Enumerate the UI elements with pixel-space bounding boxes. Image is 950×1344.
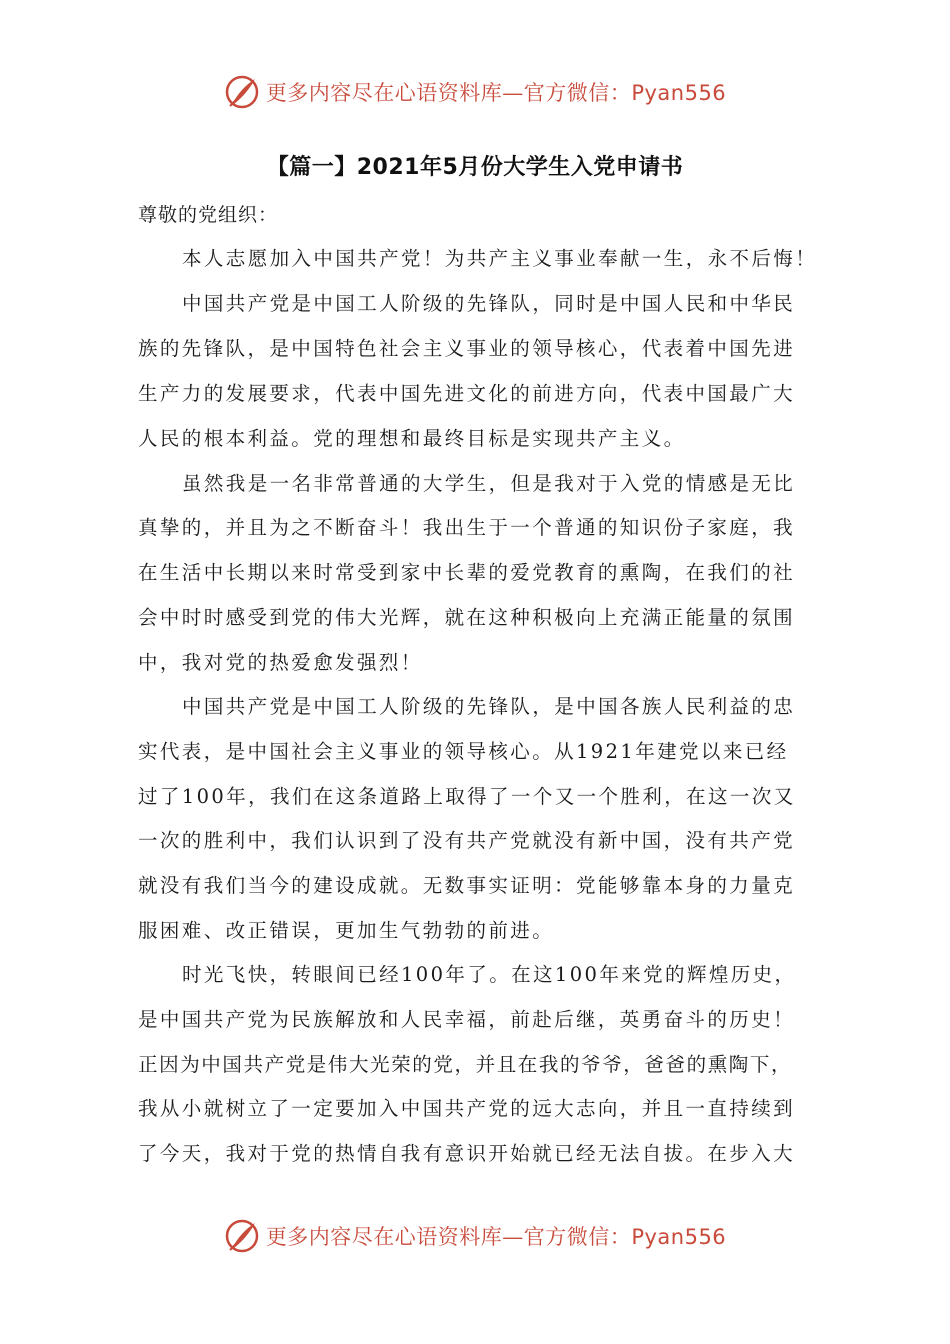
body-line: 生产力的发展要求，代表中国先进文化的前进方向，代表中国最广大 xyxy=(138,382,796,405)
wechat-id: Pyan556 xyxy=(631,81,727,105)
header-banner xyxy=(0,70,950,114)
body-line: 中，我对党的热爱愈发强烈！ xyxy=(138,651,423,674)
banner-slogan: 更多内容尽在心语资料库—官方微信： xyxy=(265,81,632,105)
banner-slogan: 更多内容尽在心语资料库—官方微信： xyxy=(265,1225,632,1249)
body-line: 我从小就树立了一定要加入中国共产党的远大志向，并且一直持续到 xyxy=(138,1097,796,1120)
banner-text xyxy=(266,77,726,107)
body-line: 真挚的，并且为之不断奋斗！我出生于一个普通的知识份子家庭，我 xyxy=(138,516,796,539)
body-line: 会中时时感受到党的伟大光辉，就在这种积极向上充满正能量的氛围 xyxy=(138,606,796,629)
body-line: 在生活中长期以来时常受到家中长辈的爱党教育的熏陶，在我们的社 xyxy=(138,561,796,584)
quill-logo-icon xyxy=(224,1218,260,1254)
footer-banner xyxy=(0,1214,950,1258)
body-line: 实代表，是中国社会主义事业的领导核心。从1921年建党以来已经 xyxy=(138,740,789,763)
wechat-id: Pyan556 xyxy=(631,1225,727,1249)
body-line: 服困难、改正错误，更加生气勃勃的前进。 xyxy=(138,919,555,942)
body-line: 一次的胜利中，我们认识到了没有共产党就没有新中国，没有共产党 xyxy=(138,829,796,852)
body-line: 族的先锋队，是中国特色社会主义事业的领导核心，代表着中国先进 xyxy=(138,337,796,360)
body-line: 过了100年，我们在这条道路上取得了一个又一个胜利，在这一次又 xyxy=(138,785,796,808)
body-line: 中国共产党是中国工人阶级的先锋队，是中国各族人民利益的忠 xyxy=(182,695,796,718)
body-line: 时光飞快，转眼间已经100年了。在这100年来党的辉煌历史， xyxy=(182,963,797,986)
body-line: 就没有我们当今的建设成就。无数事实证明：党能够靠本身的力量克 xyxy=(138,874,796,897)
body-line: 是中国共产党为民族解放和人民幸福，前赴后继，英勇奋斗的历史！ xyxy=(138,1008,796,1031)
body-line: 本人志愿加入中国共产党！为共产主义事业奉献一生，永不后悔！ xyxy=(182,247,818,270)
body-line: 人民的根本利益。党的理想和最终目标是实现共产主义。 xyxy=(138,427,686,450)
salutation: 尊敬的党组织： xyxy=(138,204,279,226)
body-line: 了今天，我对于党的热情自我有意识开始就已经无法自拔。在步入大 xyxy=(138,1142,796,1165)
body-line: 中国共产党是中国工人阶级的先锋队，同时是中国人民和中华民 xyxy=(182,292,796,315)
body-line: 虽然我是一名非常普通的大学生，但是我对于入党的情感是无比 xyxy=(182,472,796,495)
document-title: 【篇一】2021年5月份大学生入党申请书 xyxy=(266,155,684,180)
banner-text xyxy=(266,1221,726,1251)
body-line: 正因为中国共产党是伟大光荣的党，并且在我的爷爷，爸爸的熏陶下， xyxy=(138,1053,793,1076)
quill-logo-icon xyxy=(224,74,260,110)
